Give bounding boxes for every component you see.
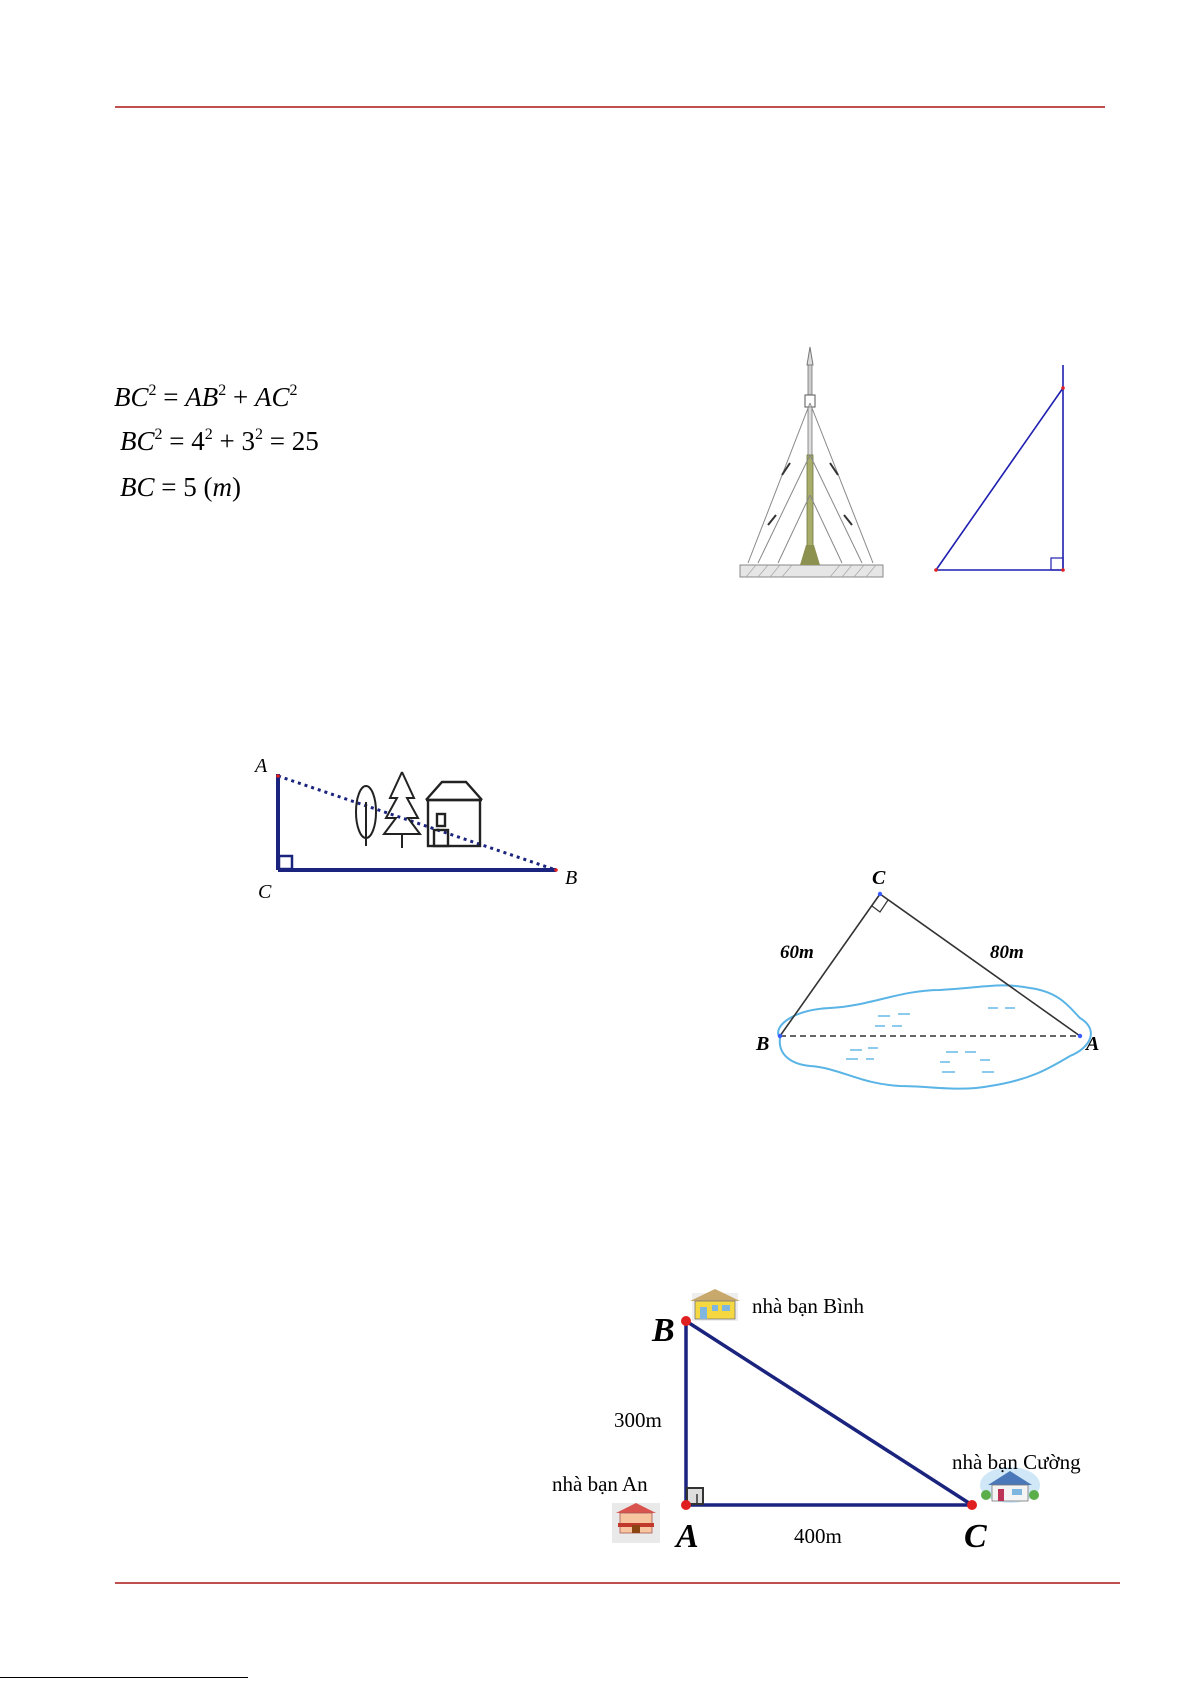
pine-tree-icon — [384, 772, 420, 848]
house-icon — [426, 782, 482, 846]
label-house-cuong: nhà bạn Cường — [952, 1450, 1081, 1474]
point-label-a: A — [1086, 1033, 1100, 1055]
side-length-bc: 60m — [780, 942, 814, 963]
side-length-ac: 400m — [794, 1524, 842, 1548]
house-an-icon — [612, 1503, 660, 1543]
antenna-tower-figure — [738, 345, 888, 580]
point-label-a: A — [255, 755, 268, 777]
tree-icon — [356, 786, 376, 846]
shadow-triangle-figure — [250, 752, 580, 902]
header-rule — [115, 106, 1105, 108]
houses-triangle-figure — [540, 1285, 1130, 1565]
lake-triangle-figure — [750, 858, 1130, 1108]
tower-triangle-figure — [928, 360, 1078, 575]
point-label-b: B — [652, 1312, 675, 1349]
equation-pythagoras: $BC^2 = AB^2 + AC^2$ — [114, 382, 298, 412]
equation-result: BC = 5 (m) — [120, 472, 241, 502]
point-label-a: A — [676, 1518, 699, 1555]
point-label-c: C — [258, 881, 272, 903]
house-binh-icon — [690, 1289, 740, 1321]
lake-shape — [778, 985, 1091, 1088]
point-label-c: C — [872, 867, 886, 889]
point-label-b: B — [756, 1033, 770, 1055]
point-label-c: C — [964, 1518, 987, 1555]
footer-rule — [115, 1582, 1120, 1584]
side-length-ca: 80m — [990, 942, 1024, 963]
label-house-binh: nhà bạn Bình — [752, 1294, 864, 1318]
side-length-ab: 300m — [614, 1408, 662, 1432]
footnote-rule — [0, 1677, 248, 1678]
equation-substitution: $BC^2 = 4^2 + 3^2 = 25$ — [120, 426, 319, 456]
point-label-b: B — [565, 867, 578, 889]
label-house-an: nhà bạn An — [552, 1472, 648, 1496]
